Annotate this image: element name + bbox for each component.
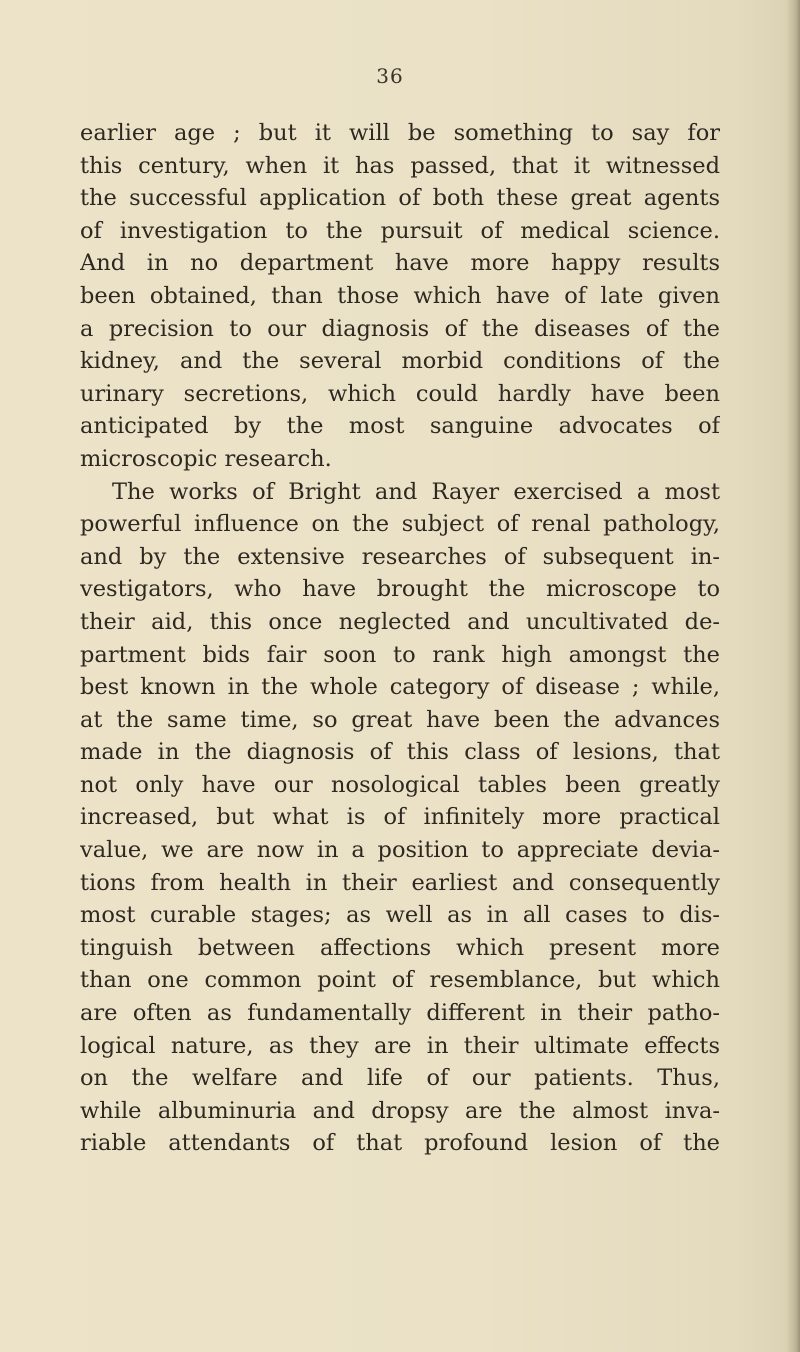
- text-line: made in the diagnosis of this class of lesions, that: [80, 739, 720, 766]
- text-line: and by the extensive researches of subsequent in-: [80, 543, 720, 570]
- page-edge-shadow: [786, 0, 800, 1352]
- text-line: powerful influence on the subject of renal pathology,: [80, 511, 720, 538]
- text-line: while albuminuria and dropsy are the almost inva-: [80, 1097, 720, 1124]
- text-line: tinguish between affections which present more: [80, 934, 720, 961]
- text-line: best known in the whole category of disease ; while,: [80, 674, 720, 701]
- text-line: been obtained, than those which have of late given: [80, 282, 720, 309]
- text-line: The works of Bright and Rayer exercised a most: [112, 478, 720, 505]
- text-line: a precision to our diagnosis of the diseases of the: [80, 315, 720, 342]
- text-line: are often as fundamentally different in their patho-: [80, 1000, 720, 1027]
- text-line: kidney, and the several morbid conditions of the: [80, 348, 720, 375]
- text-line: their aid, this once neglected and uncultivated de-: [80, 608, 720, 635]
- text-line: urinary secretions, which could hardly have been: [80, 380, 720, 407]
- text-line: value, we are now in a position to appreciate devia-: [80, 837, 720, 864]
- text-line: increased, but what is of infinitely more practical: [80, 804, 720, 831]
- text-line: anticipated by the most sanguine advocates of: [80, 413, 720, 440]
- text-line: on the welfare and life of our patients. Thus,: [80, 1065, 720, 1092]
- text-line: this century, when it has passed, that it witnessed: [80, 152, 720, 179]
- text-line: earlier age ; but it will be something to say for: [80, 120, 720, 146]
- text-line: microscopic research.: [80, 445, 332, 472]
- text-line: riable attendants of that profound lesion of the: [80, 1130, 720, 1157]
- text-line: tions from health in their earliest and consequently: [80, 869, 720, 896]
- body-text: [80, 117, 720, 1160]
- page-number: 36: [376, 64, 404, 88]
- text-line: partment bids fair soon to rank high amongst the: [80, 641, 720, 668]
- text-line: of investigation to the pursuit of medical science.: [80, 217, 720, 244]
- text-line: logical nature, as they are in their ultimate effects: [80, 1032, 720, 1059]
- text-line: not only have our nosological tables been greatly: [80, 771, 720, 798]
- text-line: vestigators, who have brought the microscope to: [80, 576, 720, 603]
- text-line: at the same time, so great have been the advances: [80, 706, 720, 733]
- text-line: the successful application of both these great agents: [80, 185, 720, 212]
- text-line: most curable stages; as well as in all cases to dis-: [80, 902, 720, 929]
- text-line: And in no department have more happy results: [80, 250, 720, 277]
- text-line: than one common point of resemblance, but which: [80, 967, 720, 994]
